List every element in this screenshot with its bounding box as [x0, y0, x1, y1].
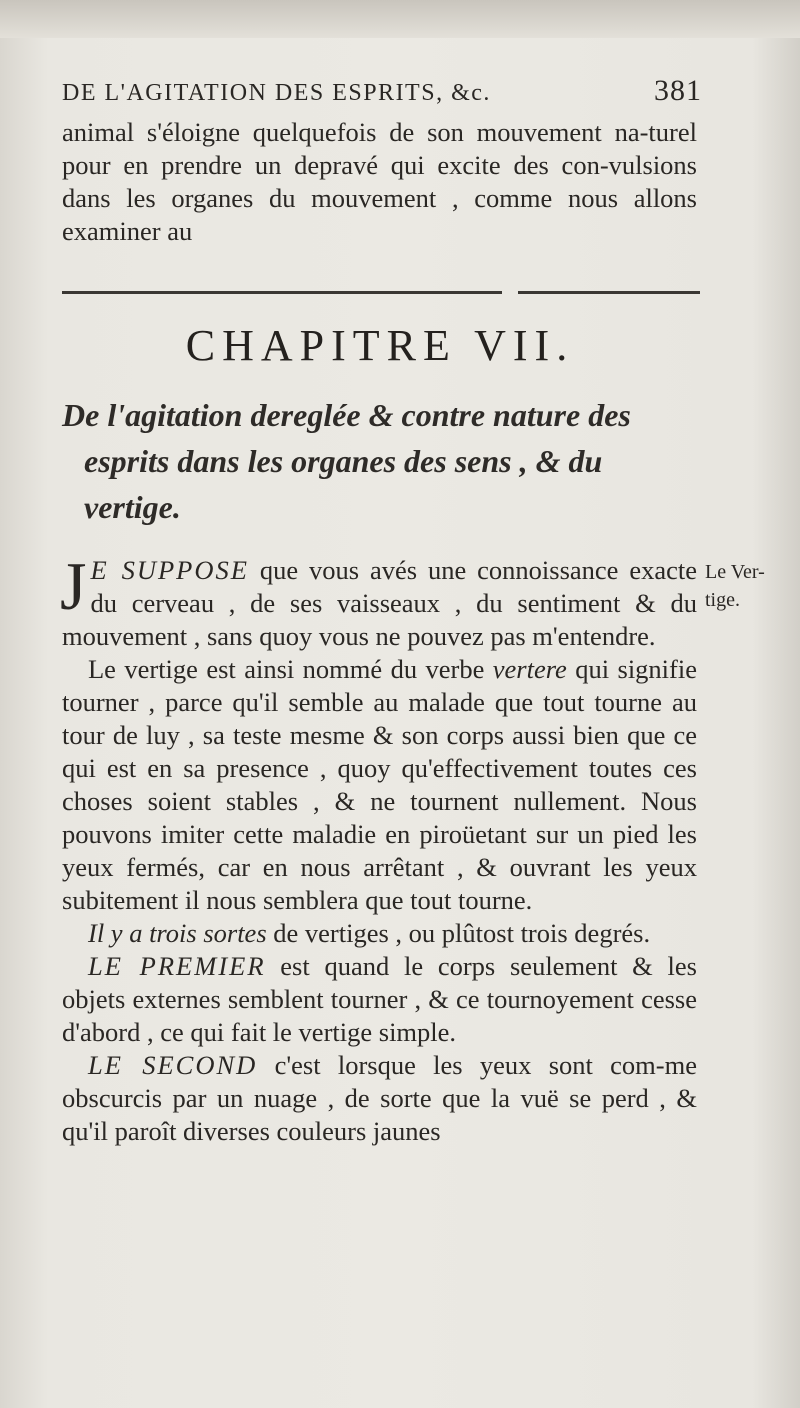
paragraph-2-text-a: Le vertige est ainsi nommé du verbe	[88, 654, 493, 684]
paragraph-1	[60, 548, 697, 653]
paragraph-2	[62, 653, 697, 917]
margin-note: Le Ver-tige.	[705, 561, 765, 611]
paragraph-5	[62, 1049, 697, 1148]
paragraph-3-italic: Il y a trois sortes	[88, 918, 267, 948]
paragraph-5-lead: LE SECOND	[88, 1050, 258, 1080]
subtitle-line-2: esprits dans les organes des sens , & du	[84, 443, 603, 479]
subtitle-line-3: vertige.	[84, 489, 181, 525]
continuation-paragraph	[62, 116, 697, 248]
chapter-title: CHAPITRE VII.	[185, 321, 575, 370]
paragraph-3	[62, 917, 697, 950]
running-head-title: DE L'AGITATION DES ESPRITS, &c.	[62, 80, 491, 106]
paragraph-5-text: c'est lorsque les yeux sont com-me obscurcis par un nuage , de sorte que la vuë se perd , & qu'il paroît diverses couleurs jaunes	[62, 1050, 697, 1146]
page-number: 381	[654, 74, 702, 107]
chapter-subtitle	[62, 392, 702, 530]
paragraph-4-lead: LE PREMIER	[88, 951, 266, 981]
paragraph-1-text: que vous avés une connoissance exacte du cerveau , de ses vaisseaux , du sentiment & du mouvement , sans quoy vous ne pouvez pas m'entendre.	[62, 555, 697, 651]
paragraph-1-lead: E SUPPOSE	[90, 555, 249, 585]
paragraph-2-text-b: qui signifie tourner , parce qu'il semble au malade que tout tourne au tour de luy , sa teste mesme & son corps aussi bien que ce qui est en sa presence , quoy qu'effectivement toutes ces choses soient stables , & ne tournent nullement. Nous pouvons imiter cette maladie en piroüetant sur un pied les yeux fermés, car en nous arrêtant , & ouvrant les yeux subitement il nous semblera que tout tourne.	[62, 654, 697, 915]
subtitle-line-1: De l'agitation dereglée & contre nature des	[62, 397, 631, 433]
section-rule-left	[62, 291, 502, 294]
continuation-text: animal s'éloigne quelquefois de son mouvement na-turel pour en prendre un depravé qui excite des con-vulsions dans les organes du mouvement , comme nous allons examiner au	[62, 117, 697, 246]
paragraph-4-text: est quand le corps seulement & les objets externes semblent tourner , & ce tournoyement cesse d'abord , ce qui fait le vertige simple.	[62, 951, 697, 1047]
chapter-body	[60, 548, 697, 1148]
page-top-edge	[0, 0, 800, 38]
paragraph-3-text: de vertiges , ou plûtost trois degrés.	[266, 918, 651, 948]
paragraph-2-italic: vertere	[492, 654, 567, 684]
section-rule-right	[518, 291, 700, 294]
paragraph-4	[62, 950, 697, 1049]
running-head	[62, 74, 702, 108]
drop-cap: J	[60, 548, 87, 624]
